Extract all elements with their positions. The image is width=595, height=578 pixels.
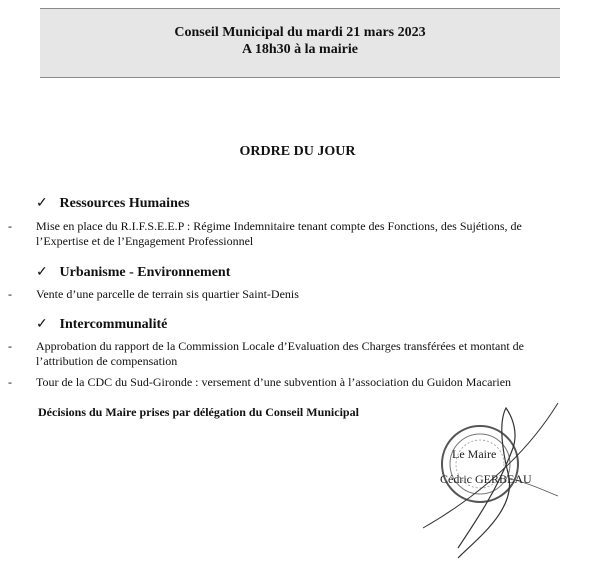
agenda-item xyxy=(8,219,568,249)
signature-title: Le Maire xyxy=(452,447,497,461)
agenda-item-text: Mise en place du R.I.F.S.E.E.P : Régime Indemnitaire tenant compte des Fonctions, des Sujétions, de l’Expertise et de l’Engagement Professionnel xyxy=(36,219,522,248)
agenda-item-text: Tour de la CDC du Sud-Gironde : versement d’une subvention à l’association du Guidon Macarien xyxy=(36,375,512,389)
agenda-item xyxy=(8,339,568,369)
agenda-item-text: Vente d’une parcelle de terrain sis quartier Saint-Denis xyxy=(36,287,299,301)
header-banner xyxy=(40,8,560,78)
section-title: Ressources Humaines xyxy=(59,196,190,211)
section-title: Urbanisme - Environnement xyxy=(59,265,231,280)
agenda-item xyxy=(8,375,568,390)
bullet-dash: - xyxy=(8,375,12,389)
agenda-item xyxy=(8,287,568,302)
meeting-title: Conseil Municipal du mardi 21 mars 2023 xyxy=(174,25,426,40)
signature-name: Cédric GERBEAU xyxy=(440,472,532,486)
meeting-time-place: A 18h30 à la mairie xyxy=(242,42,358,57)
section-title: Intercommunalité xyxy=(59,317,168,332)
agenda-title: ORDRE DU JOUR xyxy=(239,144,356,159)
section-heading-intercommunalite xyxy=(36,316,167,333)
checkmark-icon: ✓ xyxy=(36,317,48,332)
bullet-dash: - xyxy=(8,219,12,233)
mayor-decisions-heading: Décisions du Maire prises par délégation du Conseil Municipal xyxy=(38,405,359,419)
agenda-item-text: Approbation du rapport de la Commission Locale d’Evaluation des Charges transférées et montant de l’attribution de compensation xyxy=(36,339,524,368)
section-heading-urbanisme xyxy=(36,264,230,281)
bullet-dash: - xyxy=(8,287,12,301)
checkmark-icon: ✓ xyxy=(36,265,48,280)
checkmark-icon: ✓ xyxy=(36,196,48,211)
section-heading-ressources-humaines xyxy=(36,195,190,212)
bullet-dash: - xyxy=(8,339,12,353)
